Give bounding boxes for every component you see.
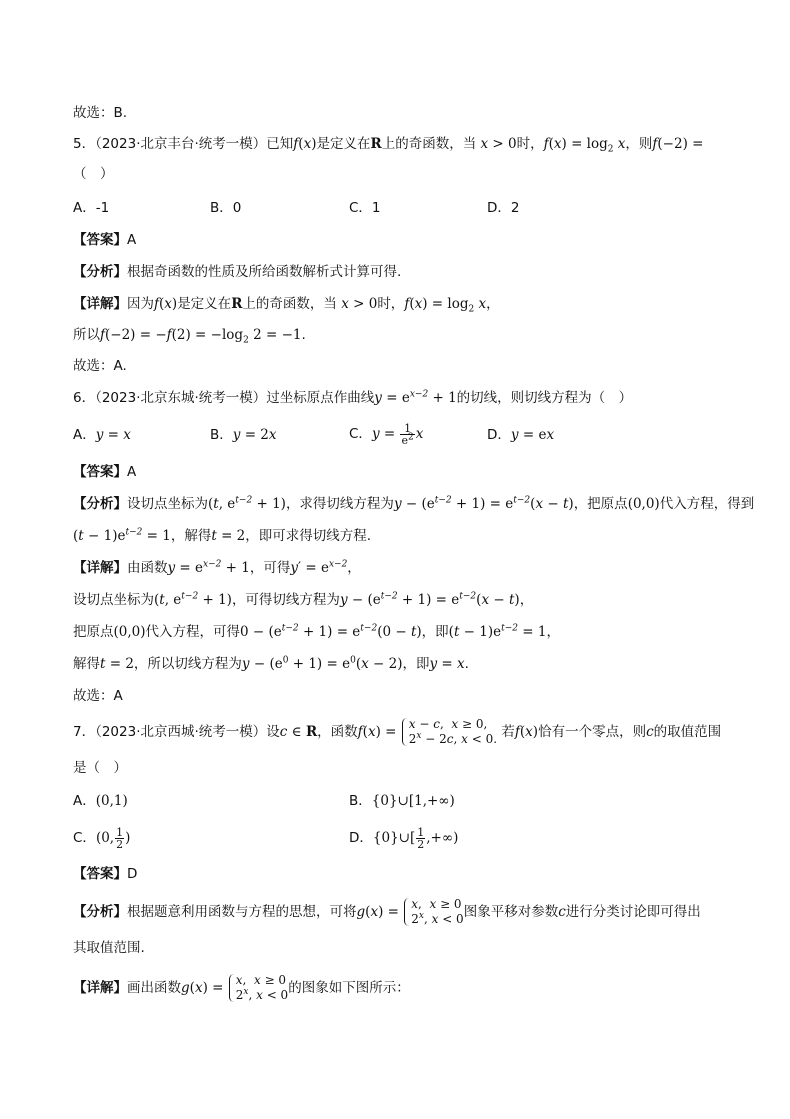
- q7-number: 7．: [73, 724, 96, 740]
- q6-detail-4: 解得t = 2，所以切线方程为$y - (e^0 + 1) = e^0(x - 2)$，即y = x.: [73, 655, 469, 672]
- q6-stem: 6．（2023·北京东城·统考一模）过坐标原点作曲线$y = e^{x-2} + 1$的切线，则切线方程为（ ）: [73, 389, 633, 406]
- q6-option-c: C．y = $\frac{1}{e^2}$ x: [349, 421, 424, 447]
- q7-option-c: C．(0, $\frac{1}{2}$ ): [73, 825, 131, 851]
- q6-option-a: A．y = x: [73, 427, 131, 443]
- q7-analysis: 【分析】根据题意利用函数与方程的思想，可将g(x) = x, x ≥ 0 2$^x$, x < 0 图象平移对参数c进行分类讨论即可得出: [73, 897, 701, 926]
- q6-detail-2: 设切点坐标为(t, $e^{t-2} + 1$)，可得切线方程为$y - (e^{t-2} + 1) = e^{t-2}(x - t)$，: [73, 591, 534, 608]
- q7-source: （2023·北京西城·统考一模）: [95, 724, 267, 740]
- q7-option-d: D．{0}∪[ $\frac{1}{2}$ ,+∞): [349, 825, 459, 851]
- q5-number: 5．: [73, 136, 96, 152]
- q6-option-b: B．y = 2x: [210, 427, 277, 443]
- q5-option-b: B．0: [210, 200, 242, 216]
- q5-paren: （ ）: [73, 166, 114, 182]
- q6-detail-1: 【详解】由函数$y = e^{x-2} + 1$，可得$y' = e^{x-2}$，: [73, 559, 361, 576]
- q7-option-a: A．(0,1): [73, 793, 128, 809]
- q5-stem: 5．（2023·北京丰台·统考一模）已知f(x)是定义在R上的奇函数，当 x > 0时，$f(x) = \log_2 x$，则f(−2) =: [73, 136, 704, 155]
- q6-detail-3: 把原点(0,0)代入方程，可得$0 - (e^{t-2} + 1) = e^{t-2}(0 - t)$，即$(t - 1)e^{t-2} = 1$，: [73, 623, 560, 640]
- q7-stem: 7．（2023·北京西城·统考一模）设c ∈ R，函数f(x) = x − c, x ≥ 0, $2^x - 2c$, x < 0. 若f(x)恰有一个零点，则c的取值范围: [73, 717, 722, 746]
- q6-number: 6．: [73, 390, 96, 406]
- q5-option-d: D．2: [487, 200, 520, 216]
- q6-option-d: D．y = ex: [487, 427, 555, 443]
- q5-detail-2: 所以$f(-2) = -f(2) = -\log_2$ 2 = −1.: [73, 327, 306, 346]
- q5-answer: 【答案】A: [73, 232, 137, 248]
- q6-answer: 【答案】A: [73, 464, 137, 480]
- prev-conclusion: 故选：B.: [73, 105, 128, 121]
- q7-answer: 【答案】D: [73, 866, 138, 882]
- q7-analysis-2: 其取值范围.: [73, 940, 145, 956]
- q6-conclusion: 故选：A: [73, 688, 123, 704]
- q5-analysis: 【分析】根据奇函数的性质及所给函数解析式计算可得.: [73, 264, 402, 280]
- q7-detail: 【详解】画出函数g(x) = x, x ≥ 0 2$^x$, x < 0 的图象如下图所示：: [73, 973, 410, 1002]
- q5-option-c: C．1: [349, 200, 381, 216]
- q5-source: （2023·北京丰台·统考一模）: [95, 136, 267, 152]
- q5-conclusion: 故选：A.: [73, 358, 127, 374]
- q6-analysis: 【分析】设切点坐标为(t, $e^{t-2} + 1$)，求得切线方程为$y - (e^{t-2} + 1) = e^{t-2}(x - t)$，把原点(0,0)代入方程，得到: [73, 495, 755, 512]
- q5-option-a: A．-1: [73, 200, 110, 216]
- q6-analysis-2: $(t - 1)e^{t-2} = 1$，解得t = 2，即可求得切线方程.: [73, 527, 372, 544]
- q6-source: （2023·北京东城·统考一模）: [95, 390, 267, 406]
- q7-stem-2: 是（ ）: [73, 760, 127, 776]
- q7-option-b: B．{0}∪[1,+∞): [349, 793, 455, 809]
- q5-detail: 【详解】因为f(x)是定义在R上的奇函数，当 x > 0时，$f(x) = \log_2 x$，: [73, 296, 500, 315]
